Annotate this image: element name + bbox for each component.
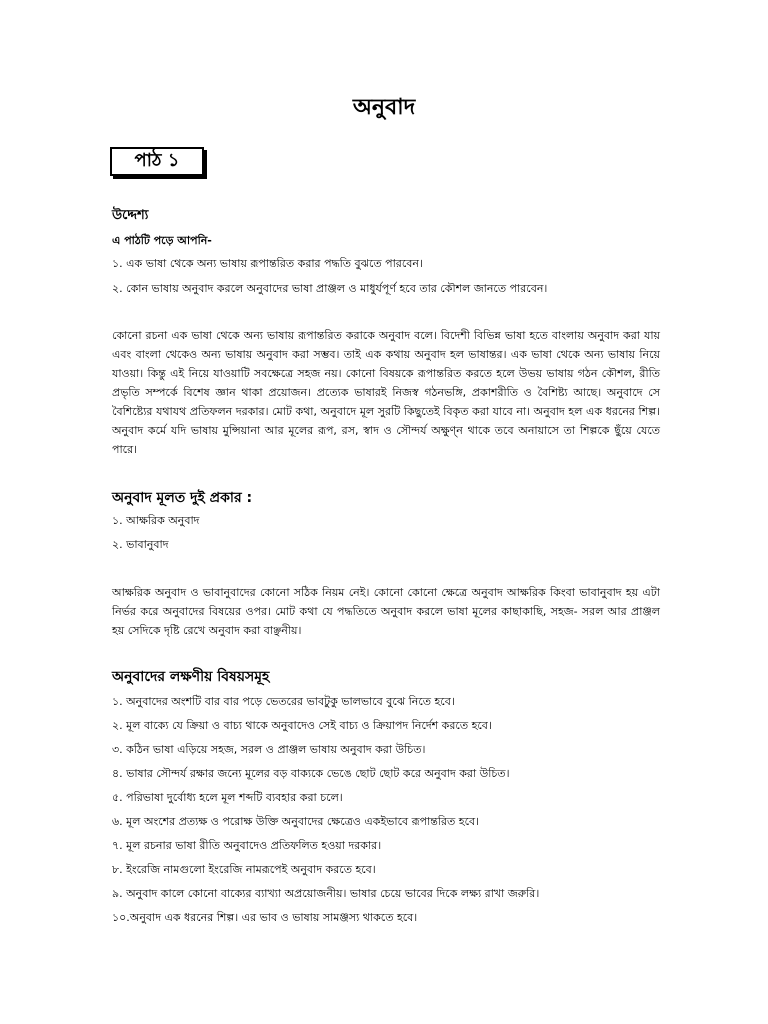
list-item: ৭. মূল রচনার ভাষা রীতি অনুবাদেও প্রতিফলিত হওয়া দরকার।: [112, 839, 382, 852]
types-heading: অনুবাদ মূলত দুই প্রকার :: [112, 490, 253, 506]
page-title: অনুবাদ: [352, 94, 416, 120]
lesson-label: পাঠ ১: [134, 150, 180, 171]
type-item-2: ২. ভাবানুবাদ: [112, 538, 169, 551]
objective-item-2: ২. কোন ভাষায় অনুবাদ করলে অনুবাদের ভাষা প্রাঞ্জল ও মাধুর্যপূর্ণ হবে তার কৌশল জানতে পারবেন।: [112, 282, 548, 295]
notable-list: [112, 690, 539, 930]
list-item: ৮. ইংরেজি নামগুলো ইংরেজি নামরূপেই অনুবাদ করতে হবে।: [112, 863, 376, 876]
intro-paragraph: কোনো রচনা এক ভাষা থেকে অন্য ভাষায় রূপান্তরিত করাকে অনুবাদ বলে। বিদেশী বিভিন্ন ভাষা হতে বাংলায় অনুবাদ করা যায় এবং বাংলা থেকেও অন্য ভাষায় অনুবাদ করা সম্ভব। তাই এক কথায় অনুবাদ হল ভাষান্তর। এক ভাষা থেকে অন্য ভাষায় নিয়ে যাওয়া। কিন্তু এই নিয়ে যাওয়াটি সবক্ষেত্রে সহজ নয়। কোনো বিষয়কে রূপান্তরিত করতে হলে উভয় ভাষায় গঠন কৌশল, রীতি প্রভৃতি সম্পর্কে বিশেষ জ্ঞান থাকা প্রয়োজন। প্রত্যেক ভাষারই নিজস্ব গঠনভঙ্গি, প্রকাশরীতি ও বৈশিষ্ট্য আছে। অনুবাদে সে বৈশিষ্ট্যের যথাযথ প্রতিফলন দরকার। মোট কথা, অনুবাদে মূল সুরটি কিছুতেই বিকৃত করা যাবে না। অনুবাদ হল এক ধরনের শিল্প। অনুবাদ কর্মে যদি ভাষায় মুন্সিয়ানা আর মূলের রূপ, রস, স্বাদ ও সৌন্দর্য অক্ষুণ্ন থাকে তবে অনায়াসে তা শিল্পকে ছুঁয়ে যেতে পারে।: [112, 329, 660, 456]
notable-heading: অনুবাদের লক্ষণীয় বিষয়সমূহ: [112, 669, 270, 685]
list-item: ৫. পরিভাষা দুর্বোধ্য হলে মূল শব্দটি ব্যবহার করা চলে।: [112, 791, 343, 804]
lesson-label-box: [110, 147, 204, 176]
types-paragraph: আক্ষরিক অনুবাদ ও ভাবানুবাদের কোনো সঠিক নিয়ম নেই। কোনো কোনো ক্ষেত্রে অনুবাদ আক্ষরিক কিংবা ভাবানুবাদ হয় এটা নির্ভর করে অনুবাদের বিষয়ের ওপর। মোট কথা যে পদ্ধতিতে অনুবাদ করলে ভাষা মূলের কাছাকাছি, সহজ- সরল আর প্রাঞ্জল হয় সেদিকে দৃষ্টি রেখে অনুবাদ করা বাঞ্ছনীয়।: [112, 586, 660, 637]
list-item: ১০.অনুবাদ এক ধরনের শিল্প। এর ভাব ও ভাষায় সামঞ্জস্য থাকতে হবে।: [112, 911, 418, 924]
type-item-1: ১. আক্ষরিক অনুবাদ: [112, 514, 200, 527]
list-item: ১. অনুবাদের অংশটি বার বার পড়ে ভেতরের ভাবটুকু ভালভাবে বুঝে নিতে হবে।: [112, 695, 455, 708]
list-item: ৩. কঠিন ভাষা এড়িয়ে সহজ, সরল ও প্রাঞ্জল ভাষায় অনুবাদ করা উচিত।: [112, 743, 426, 756]
objective-item-1: ১. এক ভাষা থেকে অন্য ভাষায় রূপান্তরিত করার পদ্ধতি বুঝতে পারবেন।: [112, 257, 423, 270]
list-item: ৪. ভাষার সৌন্দর্য রক্ষার জন্যে মূলের বড় বাক্যকে ভেঙে ছোট ছোট করে অনুবাদ করা উচিত।: [112, 767, 510, 780]
objective-heading: উদ্দেশ্য: [112, 208, 149, 223]
list-item: ৯. অনুবাদ কালে কোনো বাক্যের ব্যাখ্যা অপ্রয়োজনীয়। ভাষার চেয়ে ভাবের দিকে লক্ষ্য রাখা জরুরি।: [112, 887, 540, 900]
list-item: ৬. মূল অংশের প্রত্যক্ষ ও পরোক্ষ উক্তি অনুবাদের ক্ষেত্রেও একইভাবে রূপান্তরিত হবে।: [112, 815, 480, 828]
list-item: ২. মূল বাক্যে যে ক্রিয়া ও বাচ্য থাকে অনুবাদেও সেই বাচ্য ও ক্রিয়াপদ নির্দেশ করতে হবে।: [112, 719, 492, 732]
objective-intro: এ পাঠটি পড়ে আপনি-: [112, 234, 212, 247]
